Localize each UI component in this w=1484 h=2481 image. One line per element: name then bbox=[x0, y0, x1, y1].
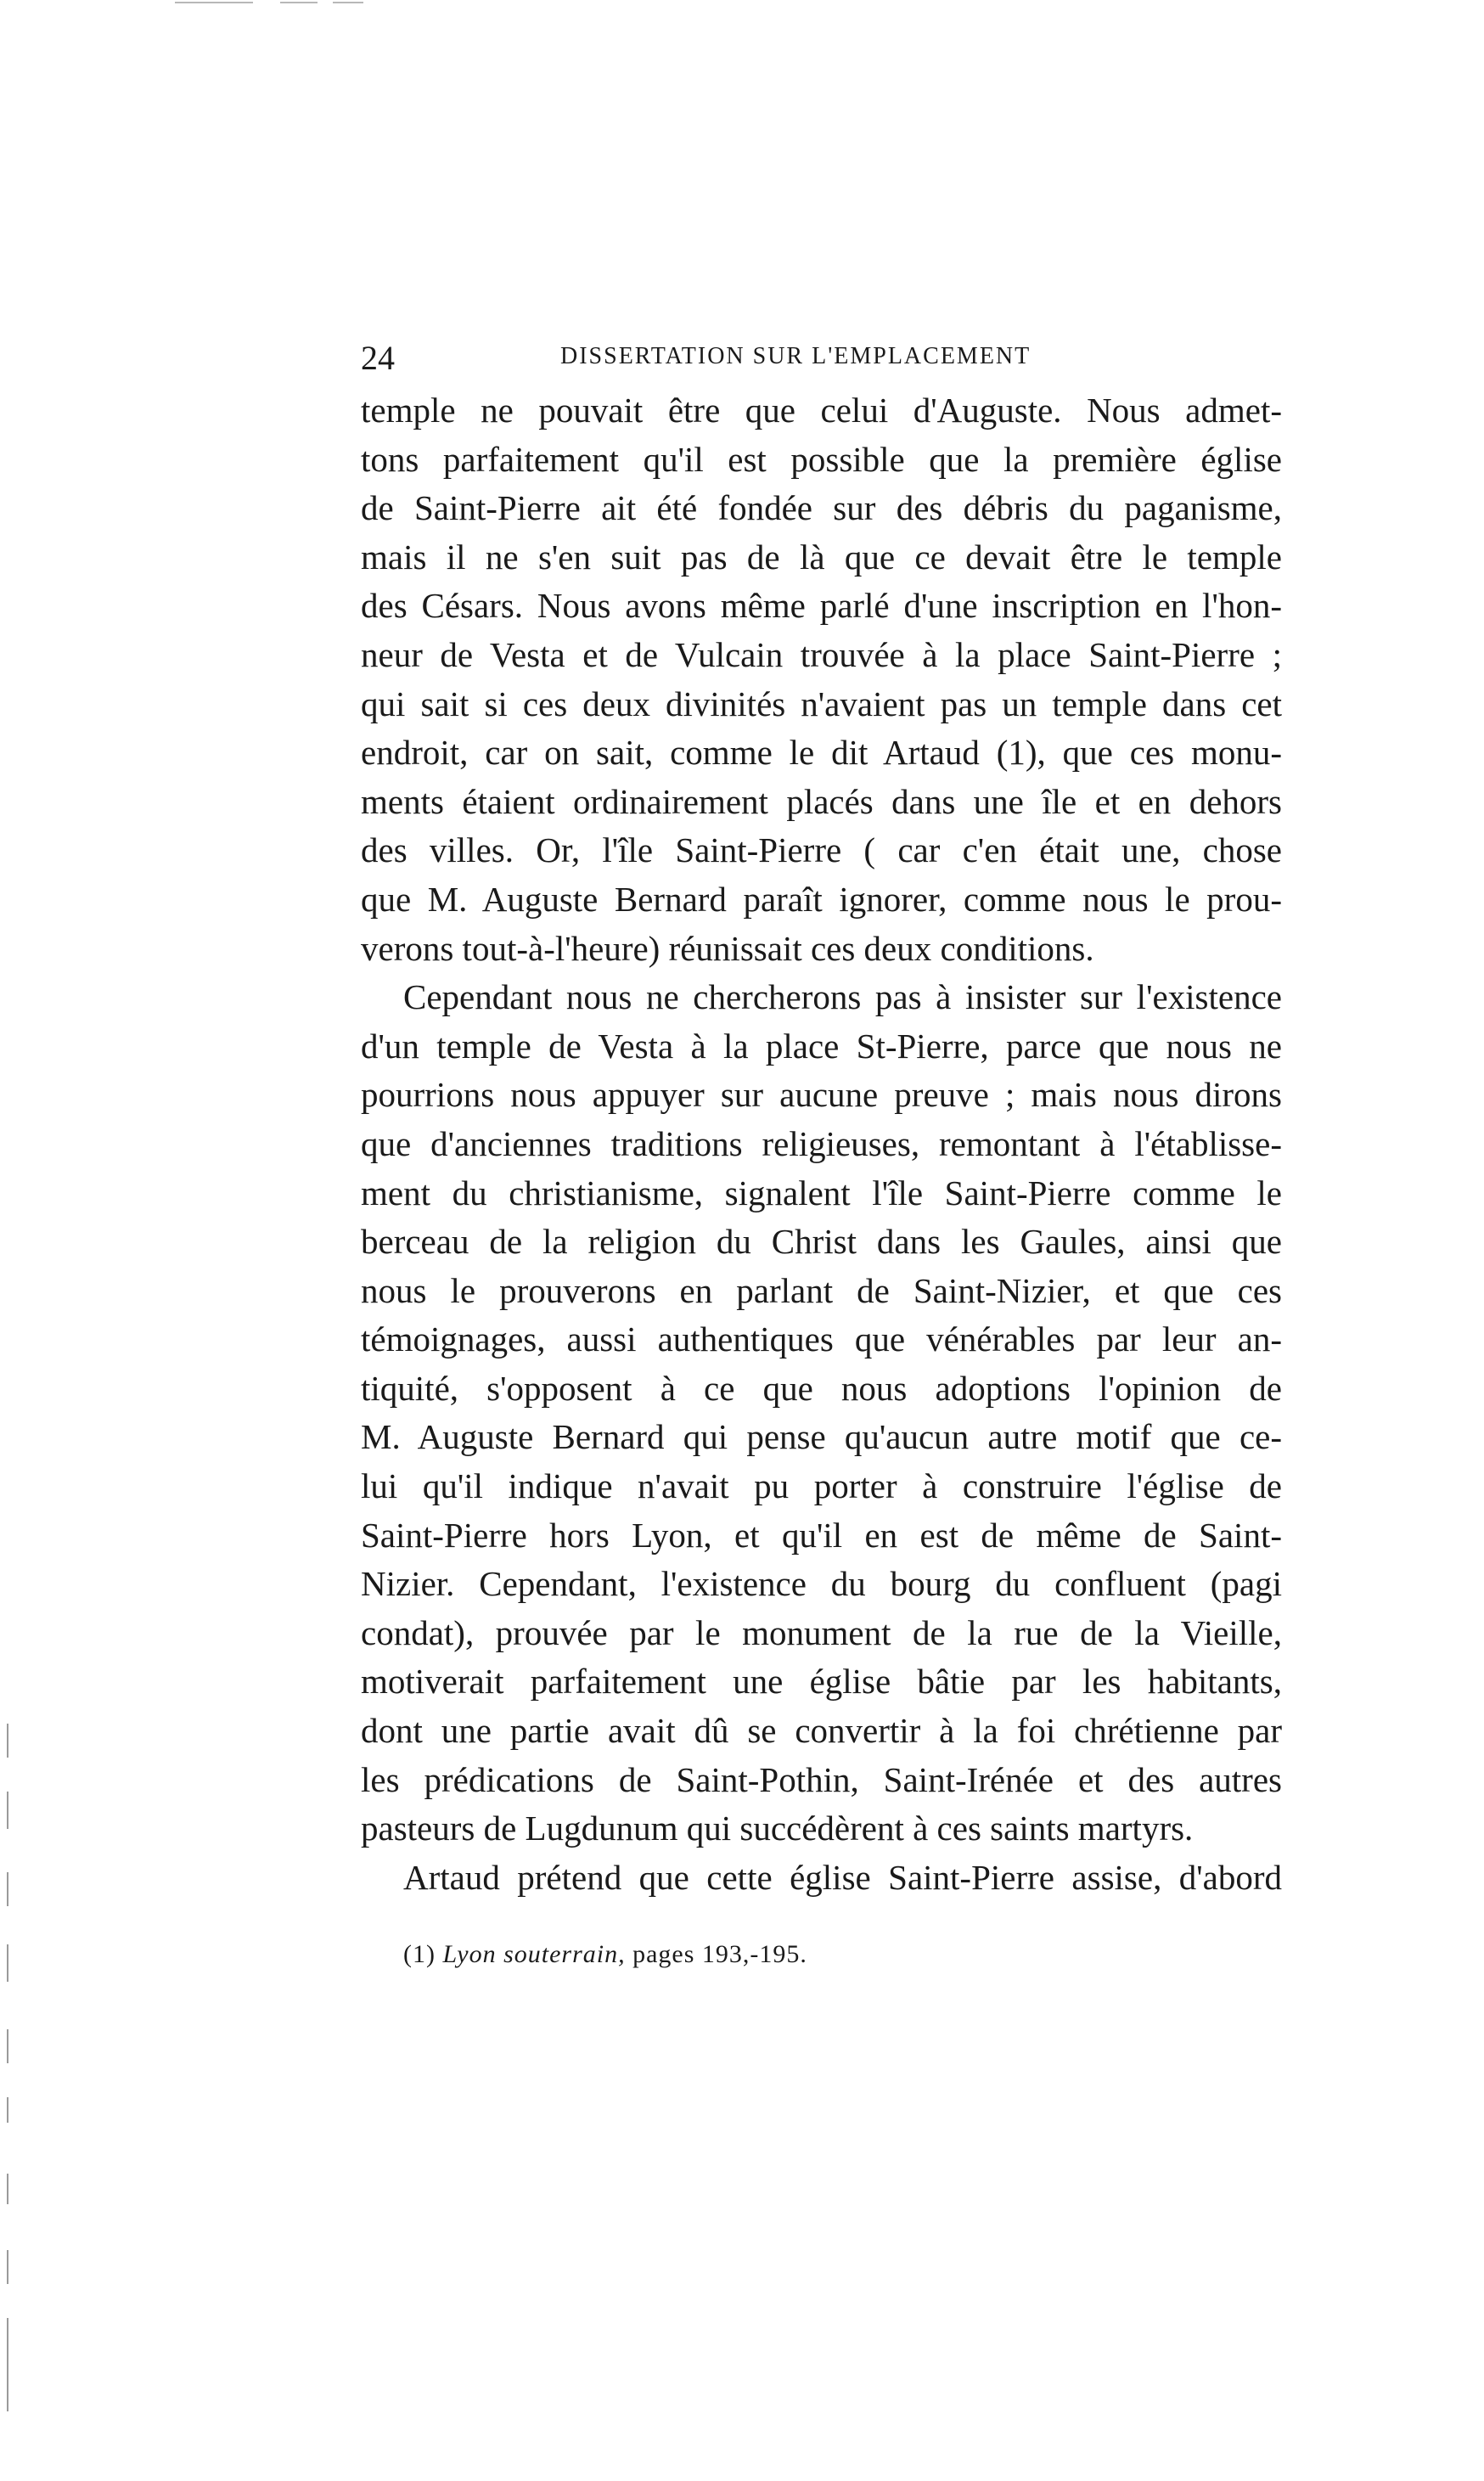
text-line: nous le prouverons en parlant de Saint-Nizier, et que ces bbox=[361, 1270, 1282, 1310]
text-line: des Césars. Nous avons même parlé d'une inscription en l'hon- bbox=[361, 586, 1282, 626]
text-line: tiquité, s'opposent à ce que nous adoptions l'opinion de bbox=[361, 1368, 1282, 1408]
text-line: mais il ne s'en suit pas de là que ce devait être le temple bbox=[361, 537, 1282, 577]
text-line: que d'anciennes traditions religieuses, remontant à l'établisse- bbox=[361, 1123, 1282, 1163]
page-edge-mark bbox=[7, 1872, 8, 1906]
paragraph bbox=[361, 386, 1282, 973]
page-edge-mark bbox=[7, 1724, 8, 1758]
page-edge-mark bbox=[7, 2174, 8, 2204]
footnote-title: Lyon souterrain, bbox=[442, 1940, 626, 1968]
text-line: ment du christianisme, signalent l'île Saint-Pierre comme le bbox=[361, 1173, 1282, 1212]
page-edge-mark bbox=[7, 1792, 8, 1829]
text-line: témoignages, aussi authentiques que vénérables par leur an- bbox=[361, 1319, 1282, 1359]
page-edge-mark bbox=[7, 2250, 8, 2284]
text-line: que M. Auguste Bernard paraît ignorer, comme nous le prou- bbox=[361, 879, 1282, 919]
text-line: les prédications de Saint-Pothin, Saint-Irénée et des autres bbox=[361, 1759, 1282, 1799]
text-line: motiverait parfaitement une église bâtie par les habitants, bbox=[361, 1662, 1282, 1702]
running-head-title: DISSERTATION SUR L'EMPLACEMENT bbox=[560, 343, 1031, 369]
text-line: de Saint-Pierre ait été fondée sur des débris du paganisme, bbox=[361, 488, 1282, 528]
page-number: 24 bbox=[361, 339, 395, 377]
text-line: des villes. Or, l'île Saint-Pierre ( car c'en était une, chose bbox=[361, 830, 1282, 870]
text-line: M. Auguste Bernard qui pense qu'aucun autre motif que ce- bbox=[361, 1417, 1282, 1457]
scan-mark-top-left bbox=[175, 2, 253, 3]
text-line: pasteurs de Lugdunum qui succédèrent à ces saints martyrs. bbox=[361, 1809, 1194, 1848]
paragraph bbox=[361, 1854, 1282, 1903]
scan-mark-top-mid bbox=[280, 2, 318, 3]
page-edge-mark bbox=[7, 2097, 8, 2123]
text-line: Saint-Pierre hors Lyon, et qu'il en est de même de Saint- bbox=[361, 1515, 1282, 1555]
text-line: dont une partie avait dû se convertir à la foi chrétienne par bbox=[361, 1711, 1282, 1751]
text-line: d'un temple de Vesta à la place St-Pierre, parce que nous ne bbox=[361, 1026, 1282, 1066]
text-line: Artaud prétend que cette église Saint-Pierre assise, d'abord bbox=[403, 1857, 1282, 1897]
footnote-number: (1) bbox=[403, 1940, 436, 1968]
page-edge-mark bbox=[7, 2029, 8, 2063]
text-line: condat), prouvée par le monument de la rue de la Vieille, bbox=[361, 1612, 1282, 1652]
page-edge-mark bbox=[7, 2318, 8, 2411]
text-line: pourrions nous appuyer sur aucune preuve ; mais nous dirons bbox=[361, 1075, 1282, 1115]
text-line: lui qu'il indique n'avait pu porter à construire l'église de bbox=[361, 1466, 1282, 1506]
text-line: tons parfaitement qu'il est possible que la première église bbox=[361, 439, 1282, 479]
text-line: endroit, car on sait, comme le dit Artaud (1), que ces monu- bbox=[361, 733, 1282, 773]
text-line: Nizier. Cependant, l'existence du bourg du confluent (pagi bbox=[361, 1564, 1282, 1604]
footnote-pages: pages 193,-195. bbox=[632, 1940, 807, 1968]
text-line: Cependant nous ne chercherons pas à insister sur l'existence bbox=[403, 977, 1282, 1017]
text-line: verons tout-à-l'heure) réunissait ces deux conditions. bbox=[361, 928, 1094, 968]
text-line: qui sait si ces deux divinités n'avaient pas un temple dans cet bbox=[361, 684, 1282, 723]
scan-mark-top-right bbox=[333, 2, 363, 3]
text-line: ments étaient ordinairement placés dans une île et en dehors bbox=[361, 781, 1282, 821]
text-line: neur de Vesta et de Vulcain trouvée à la place Saint-Pierre ; bbox=[361, 634, 1282, 674]
paragraph bbox=[361, 973, 1282, 1854]
text-line: temple ne pouvait être que celui d'Auguste. Nous admet- bbox=[361, 391, 1282, 430]
footnote bbox=[403, 1940, 807, 1969]
page-edge-mark bbox=[7, 1944, 8, 1982]
text-line: berceau de la religion du Christ dans les Gaules, ainsi que bbox=[361, 1222, 1282, 1262]
running-head bbox=[361, 338, 1278, 380]
body-text bbox=[361, 386, 1282, 1902]
